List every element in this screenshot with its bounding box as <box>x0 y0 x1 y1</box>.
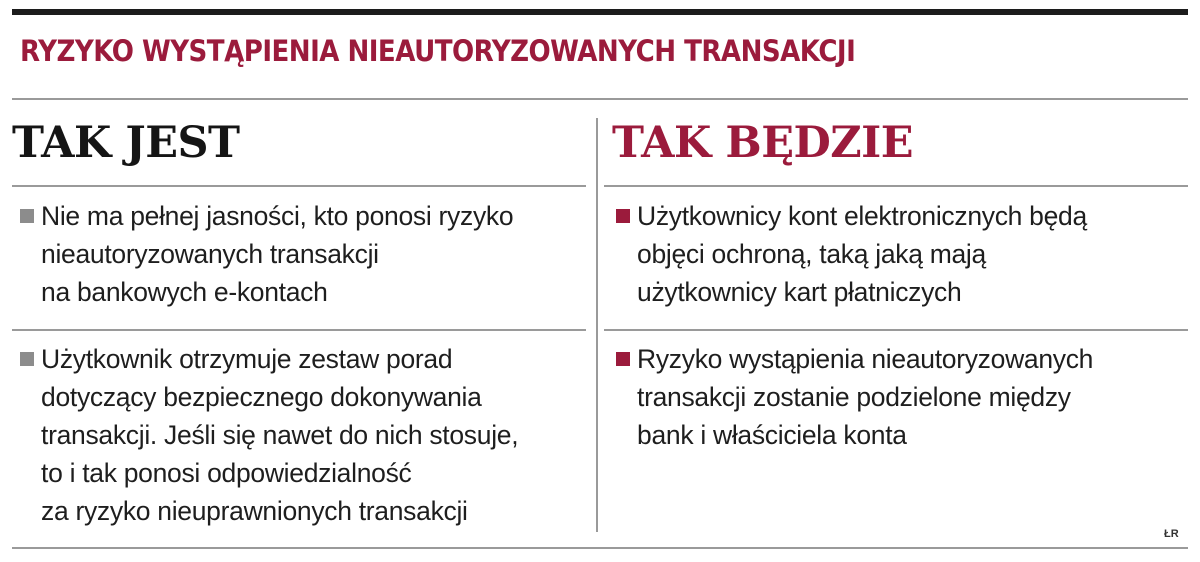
square-bullet-icon <box>616 352 630 366</box>
square-bullet-icon <box>616 209 630 223</box>
heading-divider <box>12 98 1188 100</box>
right-item-1 <box>612 197 1087 311</box>
right-column-title: TAK BĘDZIE <box>612 118 914 168</box>
item-line: transakcji zostanie podzielone między <box>637 382 1071 412</box>
item-line: nieautoryzowanych transakcji <box>41 239 379 269</box>
item-line: transakcji. Jeśli się nawet do nich stosuje, <box>41 420 519 450</box>
item-line: dotyczący bezpiecznego dokonywania <box>41 382 482 412</box>
square-bullet-icon <box>20 352 34 366</box>
left-item-divider <box>12 329 586 331</box>
right-title-divider <box>604 185 1188 187</box>
item-line: to i tak ponosi odpowiedzialność <box>41 458 412 488</box>
left-item-1 <box>16 197 513 311</box>
item-line: na bankowych e-kontach <box>41 277 328 307</box>
item-line: użytkownicy kart płatniczych <box>637 277 962 307</box>
infographic-heading: RYZYKO WYSTĄPIENIA NIEAUTORYZOWANYCH TRANSAKCJI <box>20 34 856 68</box>
bottom-rule <box>12 547 1188 549</box>
item-line: bank i właściciela konta <box>637 420 907 450</box>
top-rule <box>12 9 1188 15</box>
left-title-divider <box>12 185 586 187</box>
square-bullet-icon <box>20 209 34 223</box>
right-item-divider <box>604 329 1188 331</box>
item-line: Nie ma pełnej jasności, kto ponosi ryzyko <box>41 201 514 231</box>
item-line: objęci ochroną, taką jaką mają <box>637 239 986 269</box>
column-divider <box>596 118 598 532</box>
item-line: Użytkownicy kont elektronicznych będą <box>637 201 1087 231</box>
left-column-title: TAK JEST <box>12 118 240 168</box>
item-line: za ryzyko nieuprawnionych transakcji <box>41 496 468 526</box>
item-line: Użytkownik otrzymuje zestaw porad <box>41 344 453 374</box>
right-item-2 <box>612 340 1093 454</box>
item-line: Ryzyko wystąpienia nieautoryzowanych <box>637 344 1094 374</box>
left-item-2 <box>16 340 518 530</box>
source-credit: ŁR <box>1164 528 1179 540</box>
